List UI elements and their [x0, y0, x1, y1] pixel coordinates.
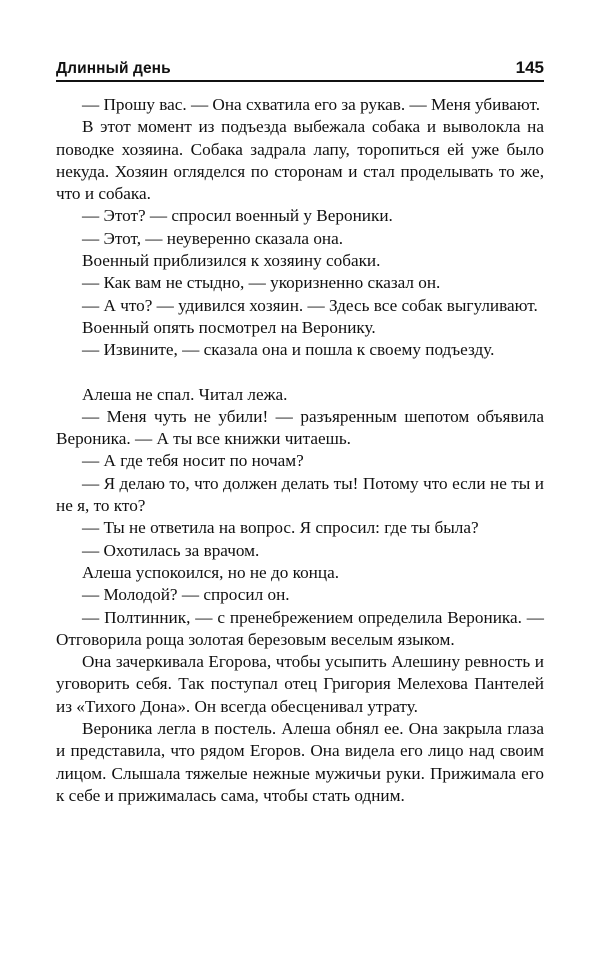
paragraph: — Этот, — неуверенно сказала она. — [82, 228, 344, 248]
paragraph: — Как вам не стыдно, — укоризненно сказал он. — [82, 273, 441, 293]
chapter-title: Длинный день — [56, 60, 171, 77]
paragraph: — Охотилась за врачом. — [82, 540, 260, 560]
paragraph: — А что? — удивился хозяин. — Здесь все собак выгуливают. — [82, 295, 538, 315]
paragraph: Военный опять посмотрел на Веронику. — [82, 317, 376, 337]
paragraph: — Извините, — сказала она и пошла к своему подъезду. — [82, 340, 495, 360]
paragraph: Алеша успокоился, но не до конца. — [82, 562, 340, 582]
paragraph: — Ты не ответила на вопрос. Я спросил: где ты была? — [82, 518, 479, 538]
paragraph: Она зачеркивала Егорова, чтобы усыпить Алешину ревность и уговорить себя. Так поступал отец Григория Мелехова Пантелей из «Тихого Дона». Он всегда обесценивал утрату. — [56, 652, 544, 716]
paragraph: — Молодой? — спросил он. — [82, 585, 290, 605]
paragraph: — Этот? — спросил военный у Вероники. — [82, 206, 393, 226]
paragraph: — А где тебя носит по ночам? — [82, 451, 304, 471]
text-body — [56, 94, 544, 807]
paragraph: Алеша не спал. Читал лежа. — [82, 384, 288, 404]
paragraph: — Меня чуть не убили! — разъяренным шепотом объявила Вероника. — А ты все книжки читаешь. — [56, 406, 544, 449]
paragraph: — Прошу вас. — Она схватила его за рукав. — Меня убивают. — [82, 95, 541, 114]
running-header — [56, 58, 544, 82]
paragraph: Военный приблизился к хозяину собаки. — [82, 251, 381, 271]
paragraph: Вероника легла в постель. Алеша обнял ее. Она закрыла глаза и представила, что рядом Егоров. Она видела его лицо над своим лицом. Слышала тяжелые нежные мужичьи руки. Прижимала его к себе и прижималась сама, чтобы стать одним. — [56, 719, 544, 805]
paragraph: В этот момент из подъезда выбежала собака и выволокла на поводке хозяина. Собака задрала лапу, торопиться ей уже было некуда. Хозяин огляделся по сторонам и стал проделывать то же, что и собака. — [56, 117, 544, 204]
paragraph: — Я делаю то, что должен делать ты! Потому что если не ты и не я, то кто? — [56, 473, 544, 516]
paragraph: — Полтинник, — с пренебрежением определила Вероника. — Отговорила роща золотая березовым веселым языком. — [56, 607, 544, 649]
page-number: 145 — [515, 58, 544, 77]
